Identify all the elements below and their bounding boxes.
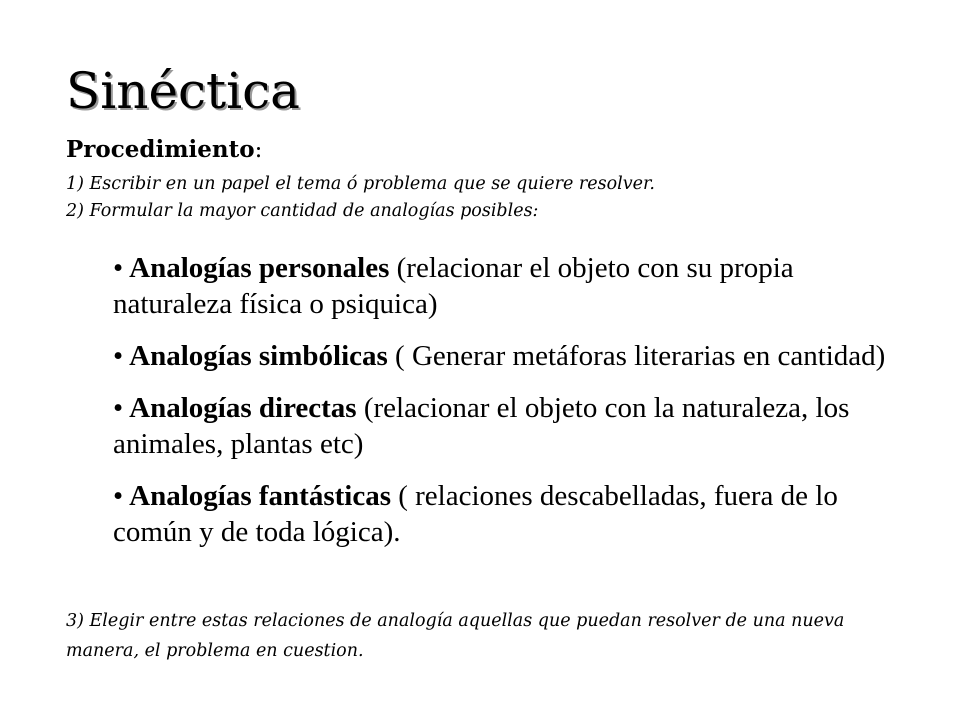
analogy-term: Analogías fantásticas xyxy=(129,480,391,512)
analogy-item-fantastic xyxy=(113,478,903,550)
procedure-heading xyxy=(66,136,262,165)
procedure-heading-label: Procedimiento xyxy=(66,136,255,163)
analogy-item-personal xyxy=(113,250,903,322)
analogy-item-direct xyxy=(113,390,903,462)
step-2: 2) Formular la mayor cantidad de analogías posibles: xyxy=(66,201,539,221)
analogy-list xyxy=(113,250,903,566)
analogy-item-symbolic xyxy=(113,338,903,374)
analogy-description: ( relaciones descabelladas, fuera de lo común y de toda lógica). xyxy=(113,480,838,548)
bullet-icon: • xyxy=(113,480,124,512)
procedure-heading-colon: : xyxy=(254,137,263,163)
bullet-icon: • xyxy=(113,340,124,372)
analogy-term: Analogías simbólicas xyxy=(129,340,388,372)
bullet-icon: • xyxy=(113,392,124,424)
step-3: 3) Elegir entre estas relaciones de analogía aquellas que puedan resolver de una nueva manera, el problema en cuestion. xyxy=(66,611,845,661)
analogy-term: Analogías personales xyxy=(129,252,390,284)
bullet-icon: • xyxy=(113,252,124,284)
analogy-description: (relacionar el objeto con la naturaleza, los animales, plantas etc) xyxy=(113,392,850,460)
analogy-term: Analogías directas xyxy=(129,392,357,424)
step-1: 1) Escribir en un papel el tema ó problema que se quiere resolver. xyxy=(66,174,655,194)
analogy-description: (relacionar el objeto con su propia naturaleza física o psiquica) xyxy=(113,252,794,320)
analogy-description: ( Generar metáforas literarias en cantidad) xyxy=(387,340,886,372)
slide-title: Sinéctica xyxy=(66,61,300,120)
